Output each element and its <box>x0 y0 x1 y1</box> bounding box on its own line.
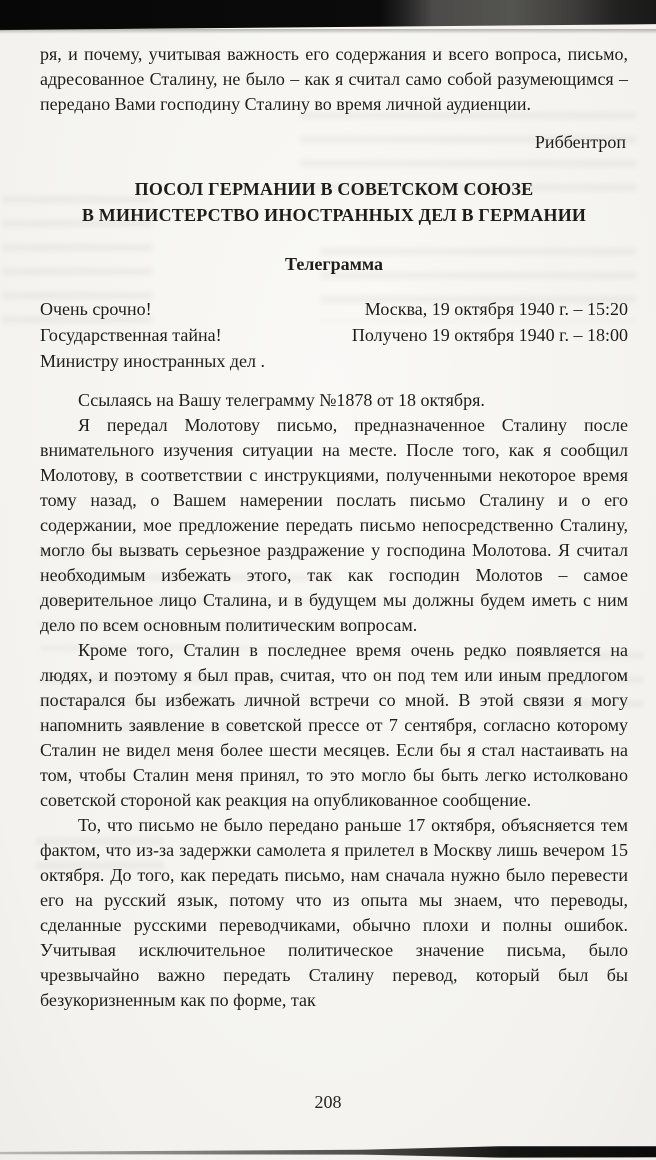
telegram-header-row <box>40 322 628 348</box>
urgency-label: Очень срочно! <box>40 299 152 319</box>
page-content <box>40 42 628 1013</box>
secrecy-label: Государственная тайна! <box>40 325 222 345</box>
addressee-label: Министру иностранных дел . <box>40 351 266 371</box>
heading-line-2: В МИНИСТЕРСТВО ИНОСТРАННЫХ ДЕЛ В ГЕРМАНИИ <box>81 205 587 225</box>
telegram-header-row <box>40 296 628 322</box>
reference-line: Ссылаясь на Вашу телеграмму №1878 от 18 октября. <box>78 390 485 410</box>
scan-edge-top-shadow <box>0 29 656 34</box>
telegram-header <box>40 296 628 374</box>
paragraph-1: Я передал Молотову письмо, предназначенное Сталину после внимательного изучения ситуации на месте. После того, как я сообщил Молотову, в соответствии с инструкциями, полученными некоторое время тому назад, о Вашем намерении послать письмо Сталину и о его содержании, мое предложение передать письмо непосредственно Сталину, могло бы вызвать серьезное раздражение у господина Молотова. Я считал необходимым избежать этого, так как господин Молотов – самое доверительное лицо Сталина, и в будущем мы должны будем иметь с ним дело по всем основным политическим вопросам. <box>40 415 628 635</box>
letter-continuation-text: ря, и почему, учитывая важность его содержания и всего вопроса, письмо, адресованное Сталину, не было – как я считал само собой разумеющимся – передано Вами господину Сталину во время личной аудиенции. <box>40 44 628 114</box>
scan-edge-top <box>0 0 656 31</box>
page-number: 208 <box>314 1092 342 1112</box>
telegram-header-row <box>40 348 628 374</box>
scan-edge-bottom <box>0 1145 656 1160</box>
signature: Риббентроп <box>534 132 626 152</box>
place-date-label: Москва, 19 октября 1940 г. – 15:20 <box>364 299 628 319</box>
paragraph-3: То, что письмо не было передано раньше 17 октября, объясняется тем фактом, что из-за задержки самолета я прилетел в Москву лишь вечером 15 октября. До того, как передать письмо, нам сначала нужно было перевести его на русский язык, потому что из опыта мы знаем, что переводы, сделанные русскими переводчиками, обычно плохи и полны ошибок. Учитывая исключительное политическое значение письма, было чрезвычайно важно передать Сталину перевод, который был бы безукоризненным как по форме, так <box>40 815 628 1010</box>
document-heading <box>40 176 628 228</box>
paragraph-2: Кроме того, Сталин в последнее время очень редко появляется на людях, и поэтому я был прав, считая, что он под тем или иным предлогом постарался бы избежать личной встречи со мной. В этой связи я могу напомнить заявление в советской прессе от 7 сентября, согласно которому Сталин не видел меня более шести месяцев. Если бы я стал настаивать на том, чтобы Сталин меня принял, то это могло бы быть легко истолковано советской стороной как реакция на опубликованное сообщение. <box>40 640 628 810</box>
received-date-label: Получено 19 октября 1940 г. – 18:00 <box>351 325 628 345</box>
document-type-subheading: Телеграмма <box>285 254 383 274</box>
heading-line-1: ПОСОЛ ГЕРМАНИИ В СОВЕТСКОМ СОЮЗЕ <box>134 179 534 199</box>
